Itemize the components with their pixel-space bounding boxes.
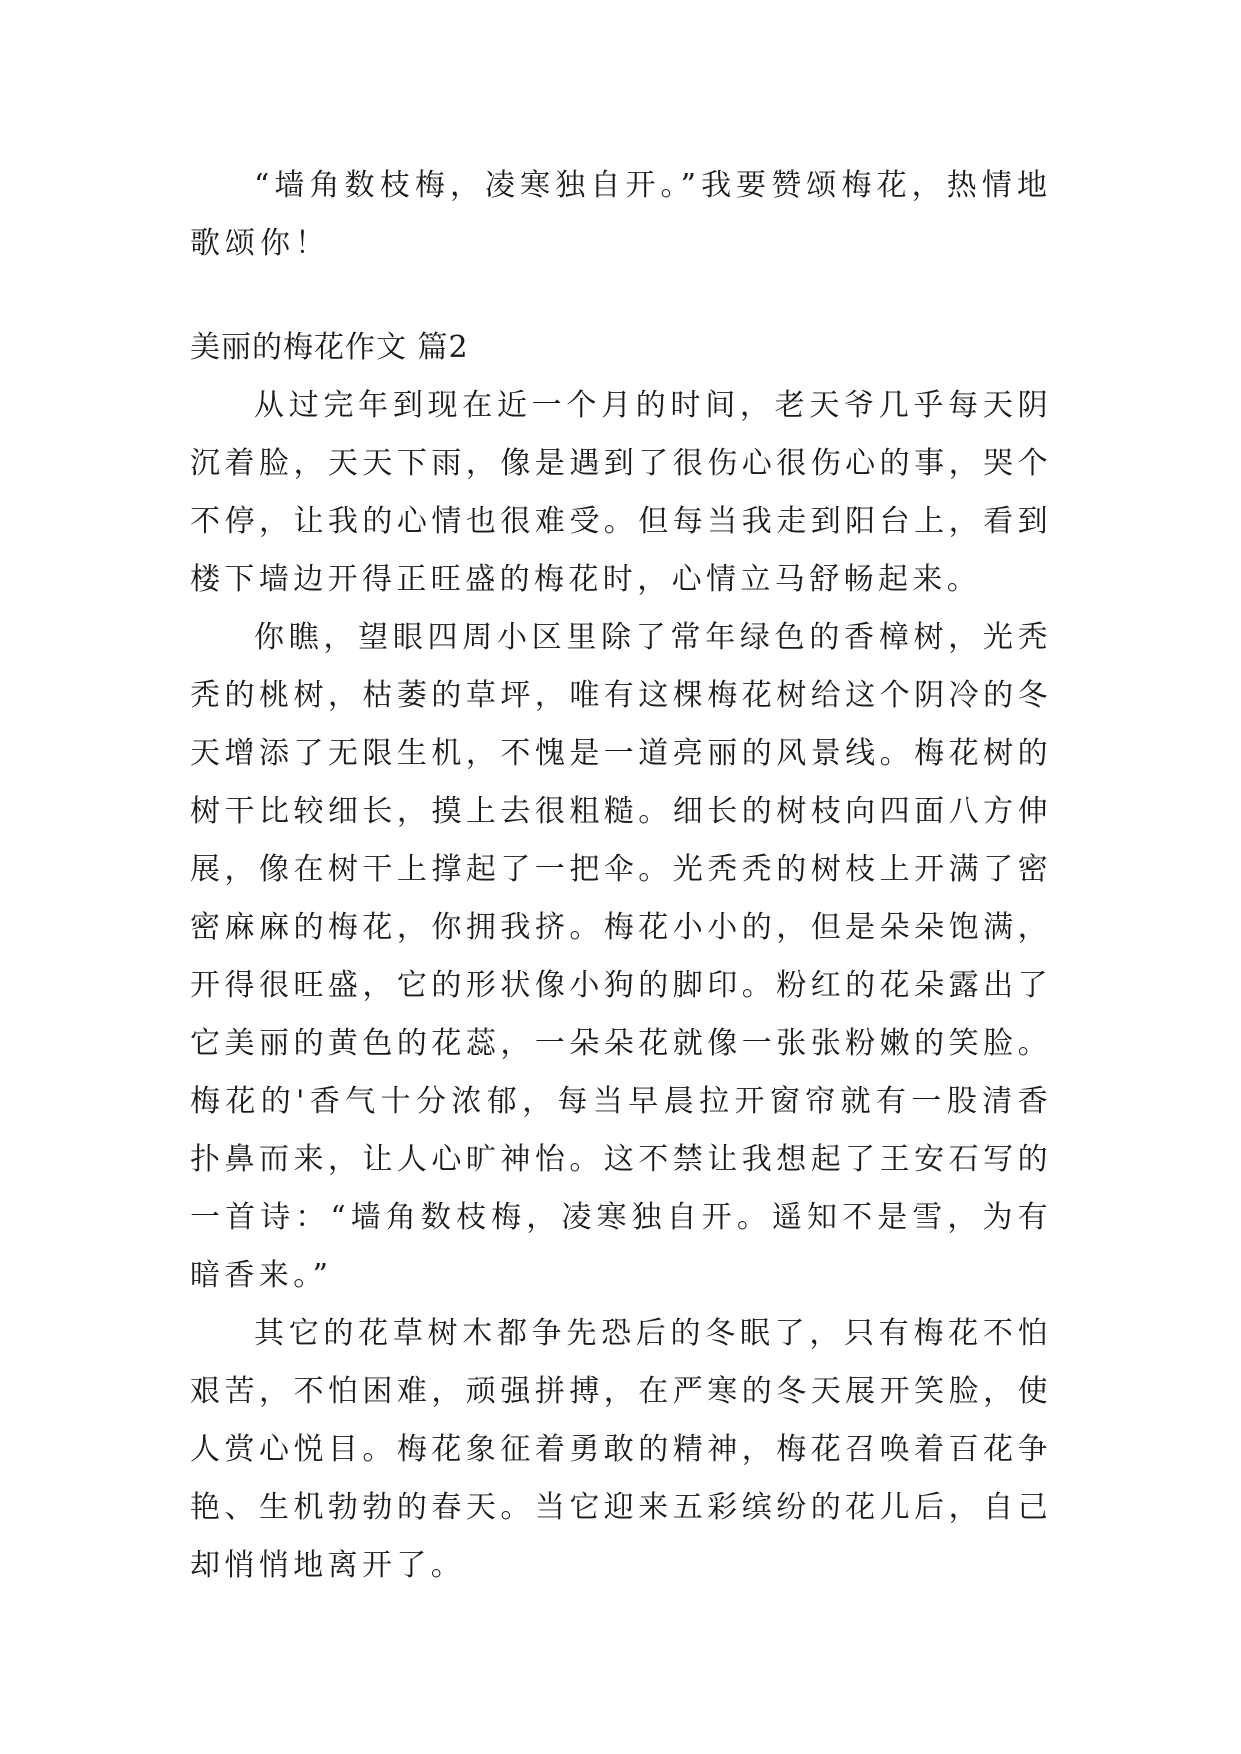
body-paragraph-3: 其它的花草树木都争先恐后的冬眠了，只有梅花不怕艰苦，不怕困难，顽强拼搏，在严寒的冬天展开笑脸，使人赏心悦目。梅花象征着勇敢的精神，梅花召唤着百花争艳、生机勃勃的春天。当它迎来五彩缤纷的花儿后，自己却悄悄地离开了。 xyxy=(190,1316,1052,1583)
body-paragraph-2: 你瞧，望眼四周小区里除了常年绿色的香樟树，光秃秃的桃树，枯萎的草坪，唯有这棵梅花树给这个阴冷的冬天增添了无限生机，不愧是一道亮丽的风景线。梅花树的树干比较细长，摸上去很粗糙。细长的树枝向四面八方伸展，像在树干上撑起了一把伞。光秃秃的树枝上开满了密密麻麻的梅花，你拥我挤。梅花小小的，但是朵朵饱满，开得很旺盛，它的形状像小狗的脚印。粉红的花朵露出了它美丽的黄色的花蕊，一朵朵花就像一张张粉嫩的笑脸。梅花的'香气十分浓郁，每当早晨拉开窗帘就有一股清香扑鼻而来，让人心旷神怡。这不禁让我想起了王安石写的一首诗：“墙角数枝梅，凌寒独自开。遥知不是雪，为有暗香来。” xyxy=(190,620,1052,1293)
document-body xyxy=(190,157,1052,1595)
body-paragraph-1: 从过完年到现在近一个月的时间，老天爷几乎每天阴沉着脸，天天下雨，像是遇到了很伤心很伤心的事，哭个不停，让我的心情也很难受。但每当我走到阳台上，看到楼下墙边开得正旺盛的梅花时，心情立马舒畅起来。 xyxy=(190,388,1052,597)
intro-paragraph: “墙角数枝梅，凌寒独自开。”我要赞颂梅花，热情地歌颂你！ xyxy=(190,168,1052,261)
section-title: 美丽的梅花作文 篇2 xyxy=(190,330,469,365)
